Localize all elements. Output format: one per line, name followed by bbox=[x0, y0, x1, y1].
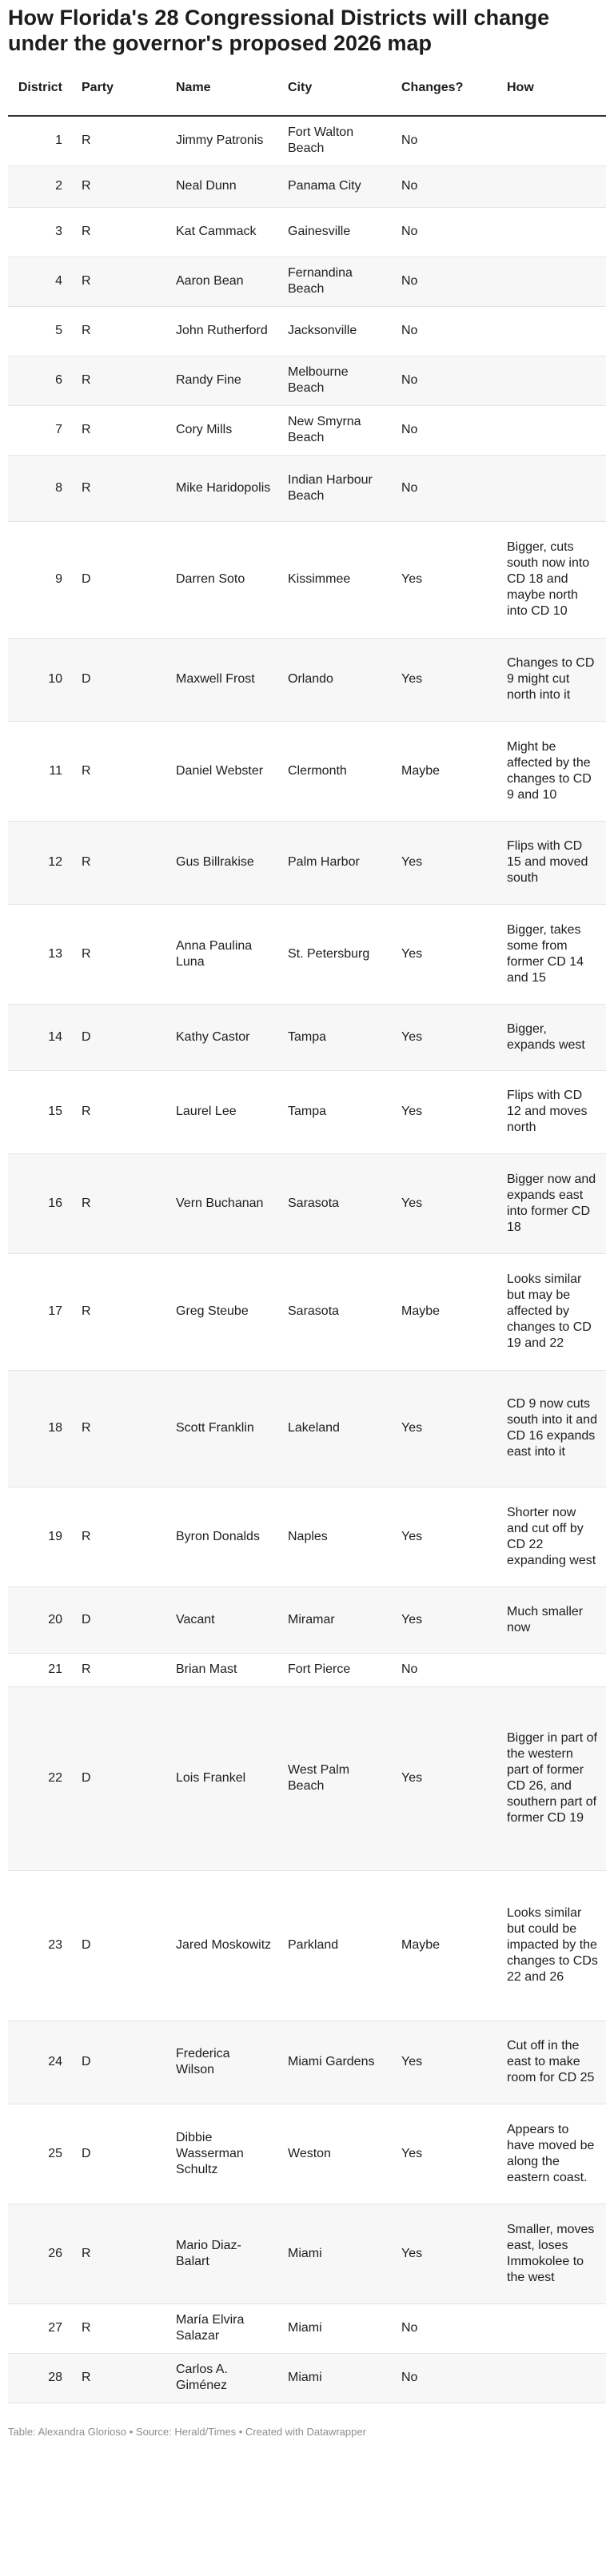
cell-how: Appears to have moved be along the eastern coast. bbox=[499, 2104, 606, 2204]
cell-name: Kat Cammack bbox=[168, 207, 280, 257]
cell-party: R bbox=[74, 1253, 168, 1370]
cell-changes: Maybe bbox=[393, 721, 499, 821]
cell-changes: Yes bbox=[393, 2204, 499, 2303]
cell-city: New Smyrna Beach bbox=[280, 405, 393, 455]
table-header bbox=[8, 61, 606, 116]
cell-changes: Yes bbox=[393, 1686, 499, 1870]
cell-name: Cory Mills bbox=[168, 405, 280, 455]
cell-name: Mario Diaz-Balart bbox=[168, 2204, 280, 2303]
cell-district: 26 bbox=[8, 2204, 74, 2303]
cell-changes: No bbox=[393, 116, 499, 165]
cell-changes: No bbox=[393, 455, 499, 521]
cell-changes: Yes bbox=[393, 1153, 499, 1253]
cell-how bbox=[499, 207, 606, 257]
cell-changes: Yes bbox=[393, 1070, 499, 1153]
cell-how bbox=[499, 455, 606, 521]
cell-party: R bbox=[74, 356, 168, 405]
cell-name: Kathy Castor bbox=[168, 1004, 280, 1070]
table-row bbox=[8, 257, 606, 306]
cell-city: Naples bbox=[280, 1487, 393, 1587]
cell-district: 14 bbox=[8, 1004, 74, 1070]
cell-name: Anna Paulina Luna bbox=[168, 904, 280, 1004]
cell-name: Carlos A. Giménez bbox=[168, 2353, 280, 2403]
column-header-how[interactable]: How bbox=[499, 61, 606, 116]
column-header-name[interactable]: Name bbox=[168, 61, 280, 116]
cell-how bbox=[499, 1653, 606, 1686]
cell-how bbox=[499, 306, 606, 356]
cell-changes: No bbox=[393, 257, 499, 306]
cell-party: R bbox=[74, 165, 168, 207]
cell-district: 22 bbox=[8, 1686, 74, 1870]
cell-changes: No bbox=[393, 405, 499, 455]
table-row bbox=[8, 405, 606, 455]
cell-party: D bbox=[74, 2104, 168, 2204]
cell-how bbox=[499, 257, 606, 306]
column-header-party[interactable]: Party bbox=[74, 61, 168, 116]
cell-party: R bbox=[74, 821, 168, 904]
table-row bbox=[8, 521, 606, 638]
cell-name: Brian Mast bbox=[168, 1653, 280, 1686]
cell-party: D bbox=[74, 2021, 168, 2104]
table-row bbox=[8, 1253, 606, 1370]
cell-party: D bbox=[74, 1686, 168, 1870]
table-row bbox=[8, 1370, 606, 1487]
cell-district: 3 bbox=[8, 207, 74, 257]
cell-how: Shorter now and cut off by CD 22 expanding west bbox=[499, 1487, 606, 1587]
cell-party: D bbox=[74, 1587, 168, 1653]
cell-name: Scott Franklin bbox=[168, 1370, 280, 1487]
cell-party: R bbox=[74, 1153, 168, 1253]
cell-changes: Maybe bbox=[393, 1253, 499, 1370]
cell-party: R bbox=[74, 306, 168, 356]
table-row bbox=[8, 207, 606, 257]
cell-party: R bbox=[74, 2204, 168, 2303]
cell-how bbox=[499, 405, 606, 455]
table-row bbox=[8, 2204, 606, 2303]
cell-how bbox=[499, 2303, 606, 2353]
cell-city: Fort Pierce bbox=[280, 1653, 393, 1686]
cell-city: Sarasota bbox=[280, 1153, 393, 1253]
cell-city: Miami bbox=[280, 2353, 393, 2403]
table-row bbox=[8, 455, 606, 521]
cell-city: Palm Harbor bbox=[280, 821, 393, 904]
cell-district: 13 bbox=[8, 904, 74, 1004]
cell-how: Bigger in part of the western part of former CD 26, and southern part of former CD 19 bbox=[499, 1686, 606, 1870]
cell-how: Looks similar but could be impacted by the changes to CDs 22 and 26 bbox=[499, 1870, 606, 2021]
cell-how: Smaller, moves east, loses Immokolee to the west bbox=[499, 2204, 606, 2303]
cell-city: Jacksonville bbox=[280, 306, 393, 356]
cell-district: 6 bbox=[8, 356, 74, 405]
table-row bbox=[8, 306, 606, 356]
cell-party: D bbox=[74, 1004, 168, 1070]
table-row bbox=[8, 1153, 606, 1253]
cell-city: Lakeland bbox=[280, 1370, 393, 1487]
cell-party: R bbox=[74, 2353, 168, 2403]
cell-changes: Yes bbox=[393, 638, 499, 721]
table-row bbox=[8, 2303, 606, 2353]
table-row bbox=[8, 116, 606, 165]
cell-name: María Elvira Salazar bbox=[168, 2303, 280, 2353]
cell-how: Cut off in the east to make room for CD 25 bbox=[499, 2021, 606, 2104]
cell-party: R bbox=[74, 257, 168, 306]
cell-district: 10 bbox=[8, 638, 74, 721]
cell-name: Jared Moskowitz bbox=[168, 1870, 280, 2021]
cell-city: Gainesville bbox=[280, 207, 393, 257]
cell-city: Tampa bbox=[280, 1070, 393, 1153]
cell-changes: No bbox=[393, 356, 499, 405]
cell-district: 7 bbox=[8, 405, 74, 455]
table-row bbox=[8, 2104, 606, 2204]
cell-how bbox=[499, 116, 606, 165]
cell-changes: No bbox=[393, 1653, 499, 1686]
table-row bbox=[8, 821, 606, 904]
table-row bbox=[8, 356, 606, 405]
cell-how: Bigger now and expands east into former CD 18 bbox=[499, 1153, 606, 1253]
cell-changes: No bbox=[393, 165, 499, 207]
cell-name: Byron Donalds bbox=[168, 1487, 280, 1587]
source-footer: Table: Alexandra Glorioso • Source: Herald/Times • Created with Datawrapper bbox=[8, 2425, 366, 2438]
cell-district: 2 bbox=[8, 165, 74, 207]
cell-changes: Yes bbox=[393, 821, 499, 904]
cell-city: Fort Walton Beach bbox=[280, 116, 393, 165]
cell-name: Vern Buchanan bbox=[168, 1153, 280, 1253]
cell-changes: Yes bbox=[393, 1487, 499, 1587]
cell-party: R bbox=[74, 455, 168, 521]
cell-name: Jimmy Patronis bbox=[168, 116, 280, 165]
page-title: How Florida's 28 Congressional Districts will change under the governor's proposed 2026 map bbox=[8, 6, 550, 55]
cell-how: Bigger, takes some from former CD 14 and 15 bbox=[499, 904, 606, 1004]
cell-how: Flips with CD 12 and moves north bbox=[499, 1070, 606, 1153]
table-row bbox=[8, 1070, 606, 1153]
cell-district: 8 bbox=[8, 455, 74, 521]
cell-changes: Yes bbox=[393, 2104, 499, 2204]
table-row bbox=[8, 1587, 606, 1653]
cell-city: West Palm Beach bbox=[280, 1686, 393, 1870]
cell-district: 21 bbox=[8, 1653, 74, 1686]
cell-city: Panama City bbox=[280, 165, 393, 207]
cell-name: Laurel Lee bbox=[168, 1070, 280, 1153]
cell-district: 11 bbox=[8, 721, 74, 821]
cell-name: Frederica Wilson bbox=[168, 2021, 280, 2104]
table-row bbox=[8, 2353, 606, 2403]
cell-party: D bbox=[74, 1870, 168, 2021]
cell-how: Changes to CD 9 might cut north into it bbox=[499, 638, 606, 721]
cell-city: Indian Harbour Beach bbox=[280, 455, 393, 521]
column-header-changes[interactable]: Changes? bbox=[393, 61, 499, 116]
cell-changes: Yes bbox=[393, 1370, 499, 1487]
cell-district: 15 bbox=[8, 1070, 74, 1153]
table-row bbox=[8, 165, 606, 207]
cell-changes: Yes bbox=[393, 904, 499, 1004]
cell-party: R bbox=[74, 207, 168, 257]
cell-changes: Yes bbox=[393, 1587, 499, 1653]
cell-name: Mike Haridopolis bbox=[168, 455, 280, 521]
cell-city: Kissimmee bbox=[280, 521, 393, 638]
cell-district: 1 bbox=[8, 116, 74, 165]
cell-district: 28 bbox=[8, 2353, 74, 2403]
cell-how: Flips with CD 15 and moved south bbox=[499, 821, 606, 904]
cell-name: Daniel Webster bbox=[168, 721, 280, 821]
cell-changes: Maybe bbox=[393, 1870, 499, 2021]
cell-district: 25 bbox=[8, 2104, 74, 2204]
cell-changes: Yes bbox=[393, 2021, 499, 2104]
cell-name: Maxwell Frost bbox=[168, 638, 280, 721]
cell-city: Melbourne Beach bbox=[280, 356, 393, 405]
cell-district: 24 bbox=[8, 2021, 74, 2104]
cell-changes: No bbox=[393, 207, 499, 257]
cell-district: 23 bbox=[8, 1870, 74, 2021]
cell-district: 19 bbox=[8, 1487, 74, 1587]
cell-changes: No bbox=[393, 306, 499, 356]
cell-party: R bbox=[74, 721, 168, 821]
cell-city: Miami bbox=[280, 2204, 393, 2303]
cell-party: R bbox=[74, 1070, 168, 1153]
cell-how: Might be affected by the changes to CD 9 and 10 bbox=[499, 721, 606, 821]
table-row bbox=[8, 638, 606, 721]
cell-city: Miami bbox=[280, 2303, 393, 2353]
cell-city: Miami Gardens bbox=[280, 2021, 393, 2104]
column-header-city[interactable]: City bbox=[280, 61, 393, 116]
table-row bbox=[8, 1686, 606, 1870]
cell-name: Greg Steube bbox=[168, 1253, 280, 1370]
table-row bbox=[8, 1653, 606, 1686]
cell-name: Darren Soto bbox=[168, 521, 280, 638]
cell-changes: No bbox=[393, 2303, 499, 2353]
cell-party: R bbox=[74, 904, 168, 1004]
cell-name: Gus Billrakise bbox=[168, 821, 280, 904]
table-row bbox=[8, 721, 606, 821]
cell-how: Looks similar but may be affected by changes to CD 19 and 22 bbox=[499, 1253, 606, 1370]
cell-city: Orlando bbox=[280, 638, 393, 721]
cell-city: Miramar bbox=[280, 1587, 393, 1653]
cell-city: St. Petersburg bbox=[280, 904, 393, 1004]
cell-district: 27 bbox=[8, 2303, 74, 2353]
cell-name: John Rutherford bbox=[168, 306, 280, 356]
cell-name: Lois Frankel bbox=[168, 1686, 280, 1870]
cell-city: Fernandina Beach bbox=[280, 257, 393, 306]
cell-how bbox=[499, 2353, 606, 2403]
cell-how: Bigger, expands west bbox=[499, 1004, 606, 1070]
cell-how: Much smaller now bbox=[499, 1587, 606, 1653]
cell-district: 20 bbox=[8, 1587, 74, 1653]
cell-name: Aaron Bean bbox=[168, 257, 280, 306]
cell-changes: No bbox=[393, 2353, 499, 2403]
cell-changes: Yes bbox=[393, 521, 499, 638]
cell-city: Sarasota bbox=[280, 1253, 393, 1370]
table-row bbox=[8, 1870, 606, 2021]
table-row bbox=[8, 1004, 606, 1070]
cell-city: Weston bbox=[280, 2104, 393, 2204]
cell-party: R bbox=[74, 116, 168, 165]
cell-name: Randy Fine bbox=[168, 356, 280, 405]
cell-party: D bbox=[74, 638, 168, 721]
cell-party: R bbox=[74, 1653, 168, 1686]
cell-party: R bbox=[74, 1370, 168, 1487]
cell-city: Tampa bbox=[280, 1004, 393, 1070]
cell-district: 18 bbox=[8, 1370, 74, 1487]
cell-district: 9 bbox=[8, 521, 74, 638]
cell-changes: Yes bbox=[393, 1004, 499, 1070]
table-row bbox=[8, 904, 606, 1004]
column-header-district[interactable]: District bbox=[8, 61, 74, 116]
cell-party: R bbox=[74, 2303, 168, 2353]
cell-name: Dibbie Wasserman Schultz bbox=[168, 2104, 280, 2204]
cell-how bbox=[499, 165, 606, 207]
cell-district: 12 bbox=[8, 821, 74, 904]
districts-table bbox=[8, 61, 606, 2403]
cell-district: 16 bbox=[8, 1153, 74, 1253]
cell-party: R bbox=[74, 1487, 168, 1587]
cell-district: 17 bbox=[8, 1253, 74, 1370]
cell-district: 5 bbox=[8, 306, 74, 356]
cell-party: D bbox=[74, 521, 168, 638]
cell-party: R bbox=[74, 405, 168, 455]
cell-district: 4 bbox=[8, 257, 74, 306]
cell-how bbox=[499, 356, 606, 405]
cell-how: CD 9 now cuts south into it and CD 16 expands east into it bbox=[499, 1370, 606, 1487]
cell-city: Clermonth bbox=[280, 721, 393, 821]
cell-city: Parkland bbox=[280, 1870, 393, 2021]
cell-name: Vacant bbox=[168, 1587, 280, 1653]
table-row bbox=[8, 2021, 606, 2104]
table-body bbox=[8, 116, 606, 2403]
table-row bbox=[8, 1487, 606, 1587]
cell-name: Neal Dunn bbox=[168, 165, 280, 207]
cell-how: Bigger, cuts south now into CD 18 and maybe north into CD 10 bbox=[499, 521, 606, 638]
